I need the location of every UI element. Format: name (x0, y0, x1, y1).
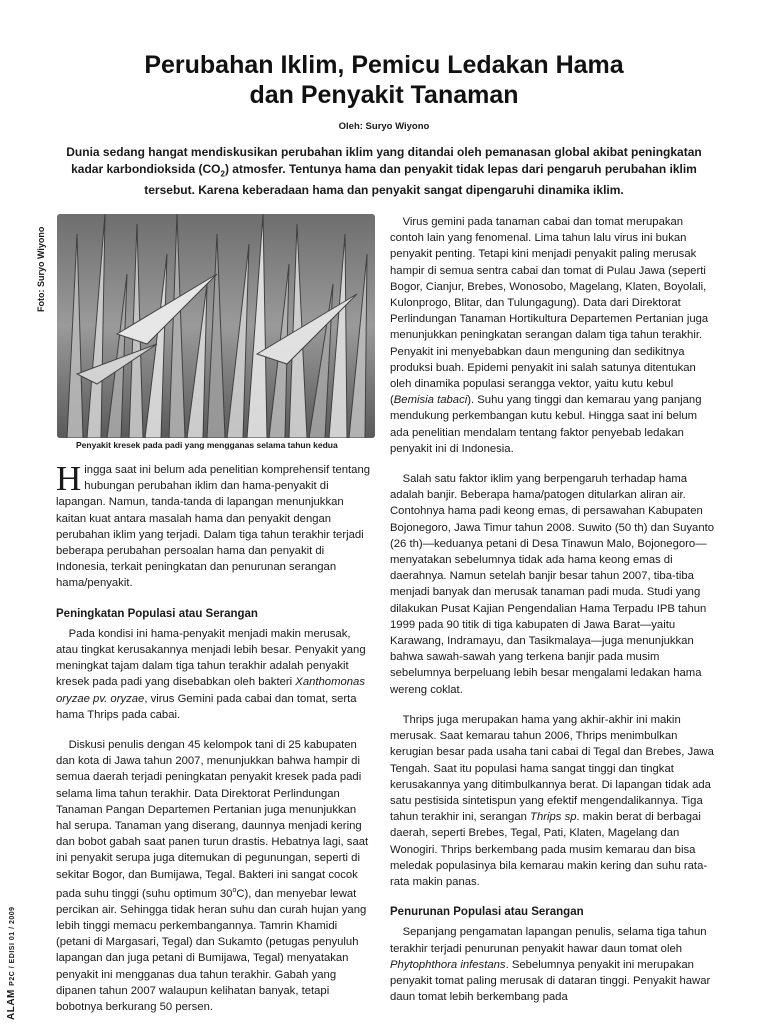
degree-sup: o (232, 886, 237, 894)
section-heading-increase: Peningkatan Populasi atau Serangan (56, 607, 258, 620)
text-span: Salah satu faktor iklim yang berpengaruh terhadap hama adalah banjir. Beberapa hama/patogen ditularkan aliran air. Contohnya hama padi keong emas, di persawahan Kabupaten Bojonegoro, Jawa Timur tahun 2008. Suwito (50 th) dan Suyanto (26 th)—keduanya petani di Desa Tinawun Malo, Bojonegoro—menyatakan sebelumnya tidak ada hama keong emas di daerahnya. Namun setelah banjir besar tahun 2007, tiba-tiba menjadi banyak dan merusak tanaman padi muda. Studi yang dilakukan Pusat Kajian Pengendalian Hama Terpadu IPB tahun 1999 pada 90 titik di tiga kabupaten di Jawa Barat—yaitu Karawang, Indramayu, dan Tasikmalaya—juga menunjukkan bahwa sawah-sawah yang terkena banjir pada musim sebelumnya berpeluang lebih besar mengalami ledakan hama wereng coklat. (390, 473, 715, 696)
text-span: , virus Gemini pada cabai dan tomat, serta hama Thrips pada cabai. (56, 692, 357, 721)
left-column (56, 459, 374, 1015)
paragraph-discussion (56, 737, 374, 1015)
lede-text-1: Dunia sedang hangat mendiskusikan perubahan iklim yang ditandai oleh pemanasan global akibat peningkatan kadar karbondioksida (CO (66, 145, 702, 176)
species-name: Bemisia tabaci (393, 394, 468, 407)
paragraph-increase (56, 626, 374, 723)
text-span: Pada kondisi ini hama-penyakit menjadi makin merusak, atau tingkat kerusakannya menjadi lebih besar. Penyakit yang meningkat tajam dalam tiga tahun terakhir adalah penyakit kresek pada padi yang disebabkan oleh bakteri (56, 627, 366, 689)
issue-label: P2C / EDISI 01 / 2009 (9, 906, 16, 986)
photo-caption: Penyakit kresek pada padi yang mengganas selama tahun kedua (76, 440, 338, 450)
title-line-1: Perubahan Iklim, Pemicu Ledakan Hama (144, 51, 624, 79)
photo-credit: Foto: Suryo Wiyono (36, 226, 46, 312)
lede-subscript: 2 (220, 169, 225, 179)
drop-cap: H (56, 459, 82, 498)
right-column (390, 214, 716, 1005)
paragraph-gemini (390, 214, 716, 457)
paragraph-thrips (390, 712, 716, 890)
text-span: Virus gemini pada tanaman cabai dan tomat merupakan contoh lain yang fenomenal. Lima tahun lalu virus ini bukan penyakit penting. Tetapi kini menjadi penyakit paling merusak hampir di semua sentra cabai dan tomat di Pulau Jawa (seperti Bogor, Cianjur, Brebes, Wonosobo, Magelang, Klaten, Boyolali, Kulonprogo, Blitar, dan Tulungagung). Data dari Direktorat Perlindungan Tanaman Hortikultura Departemen Pertanian juga menunjukkan peningkatan serangan dalam tiga tahun terakhir. Penyakit ini menyebabkan daun menguning dan sedikitnya produksi buah. Epidemi penyakit ini salah satunya ditentukan oleh dinamika populasi serangga vektor, yaitu kutu kebul ( (390, 216, 709, 407)
paragraph-decrease (390, 924, 716, 1005)
text-span: Diskusi penulis dengan 45 kelompok tani di 25 kabupaten dan kota di Jawa tahun 2007, menunjukkan bahwa hampir di semua daerah terjadi peningkatan penyakit kresek pada padi selama lima tahun terakhir. Data Direktorat Perlindungan Tanaman Pangan Departemen Pertanian juga menunjukkan hal serupa. Tanaman yang diserang, daunnya menjadi kering dan bobot gabah saat panen turun drastis. Hebatnya lagi, saat ini penyakit serupa juga ditemukan di pegunungan, seperti di sekitar Bogor, dan Bumijawa, Tegal. Bakteri ini sangat cocok pada suhu tinggi (suhu optimum 30 (56, 739, 369, 900)
text-span: . Sebelumnya penyakit ini merupakan penyakit tomat paling merusak di dataran tinggi. Penyakit hawar daun tomat lebih berkembang pada (390, 958, 711, 1004)
species-name: Phytophthora infestans (390, 958, 506, 971)
text-span: C), dan menyebar lewat percikan air. Sehingga tidak heran suhu dan curah hujan yang lebih tinggi memacu perkembangannya. Tamrin Khamidi (petani di Margasari, Tegal) dan Sukamto (petugas penyuluh lapangan dan juga petani di Bumijawa, Tegal) menyatakan penyakit ini mengganas dua tahun terakhir. Gabah yang dipanen tahun 2007 walaupun kelihatan banyak, tetapi bobotnya berkurang 50 persen. (56, 887, 367, 1014)
text-span: Thrips juga merupakan hama yang akhir-akhir ini makin merusak. Saat kemarau tahun 2006, Thrips menimbulkan kerugian besar pada usaha tani cabai di Tegal dan Brebes, Jawa Tengah. Saat itu populasi hama sangat tinggi dan tingkat kerusakannya yang ditimbulkannya berat. Di lapangan tidak ada satu pestisida sintetispun yang efektif mengendalikannya. Tiga tahun terakhir ini, serangan (390, 713, 714, 824)
article-title (0, 50, 768, 110)
magazine-brand: ALAM (6, 989, 17, 1020)
species-name: Thrips sp (530, 811, 577, 824)
species-name: Xanthomonas oryzae pv. oryzae (56, 676, 365, 705)
magazine-footer (6, 906, 17, 1020)
text-span: ). Suhu yang tinggi dan kemarau yang panjang mendukung perkembangan kutu kebul. Hingga saat ini belum ada penelitian mendalam tentang faktor penyebab ledakan penyakit ini di Indonesia. (390, 394, 702, 455)
section-heading-decrease: Penurunan Populasi atau Serangan (390, 906, 584, 919)
rice-leaves-illustration (57, 214, 375, 438)
text-span: . makin berat di berbagai daerah, seperti Brebes, Tegal, Pati, Klaten, Magelang dan Wonogiri. Thrips berkembang pada musim kemarau dan bisa meledak populasinya bila kemarau makin kering dan suhu rata-rata makin panas. (390, 811, 708, 888)
intro-paragraph (56, 459, 374, 592)
rice-plant-photo (57, 214, 375, 438)
lede-text-2: ) atmosfer. Tentunya hama dan penyakit tidak lepas dari pengaruh perubahan iklim tersebut. Karena keberadaan hama dan penyakit sangat dipengaruhi dinamika iklim. (144, 162, 697, 198)
intro-text: ingga saat ini belum ada penelitian komprehensif tentang hubungan perubahan iklim dan hama-penyakit di lapangan. Namun, tanda-tanda di lapangan menunjukkan kaitan kuat antara masalah hama dan penyakit dengan perubahan iklim yang terjadi. Dalam tiga tahun terakhir terjadi beberapa perubahan persoalan hama dan penyakit di Indonesia, terkait peningkatan dan penurunan serangan hama/penyakit. (56, 464, 371, 590)
paragraph-flood (390, 471, 716, 698)
byline: Oleh: Suryo Wiyono (338, 121, 430, 132)
lede-paragraph (62, 144, 706, 199)
title-line-2: dan Penyakit Tanaman (249, 81, 519, 109)
text-span: Sepanjang pengamatan lapangan penulis, selama tiga tahun terakhir terjadi penurunan penyakit hawar daun tomat oleh (390, 926, 707, 955)
